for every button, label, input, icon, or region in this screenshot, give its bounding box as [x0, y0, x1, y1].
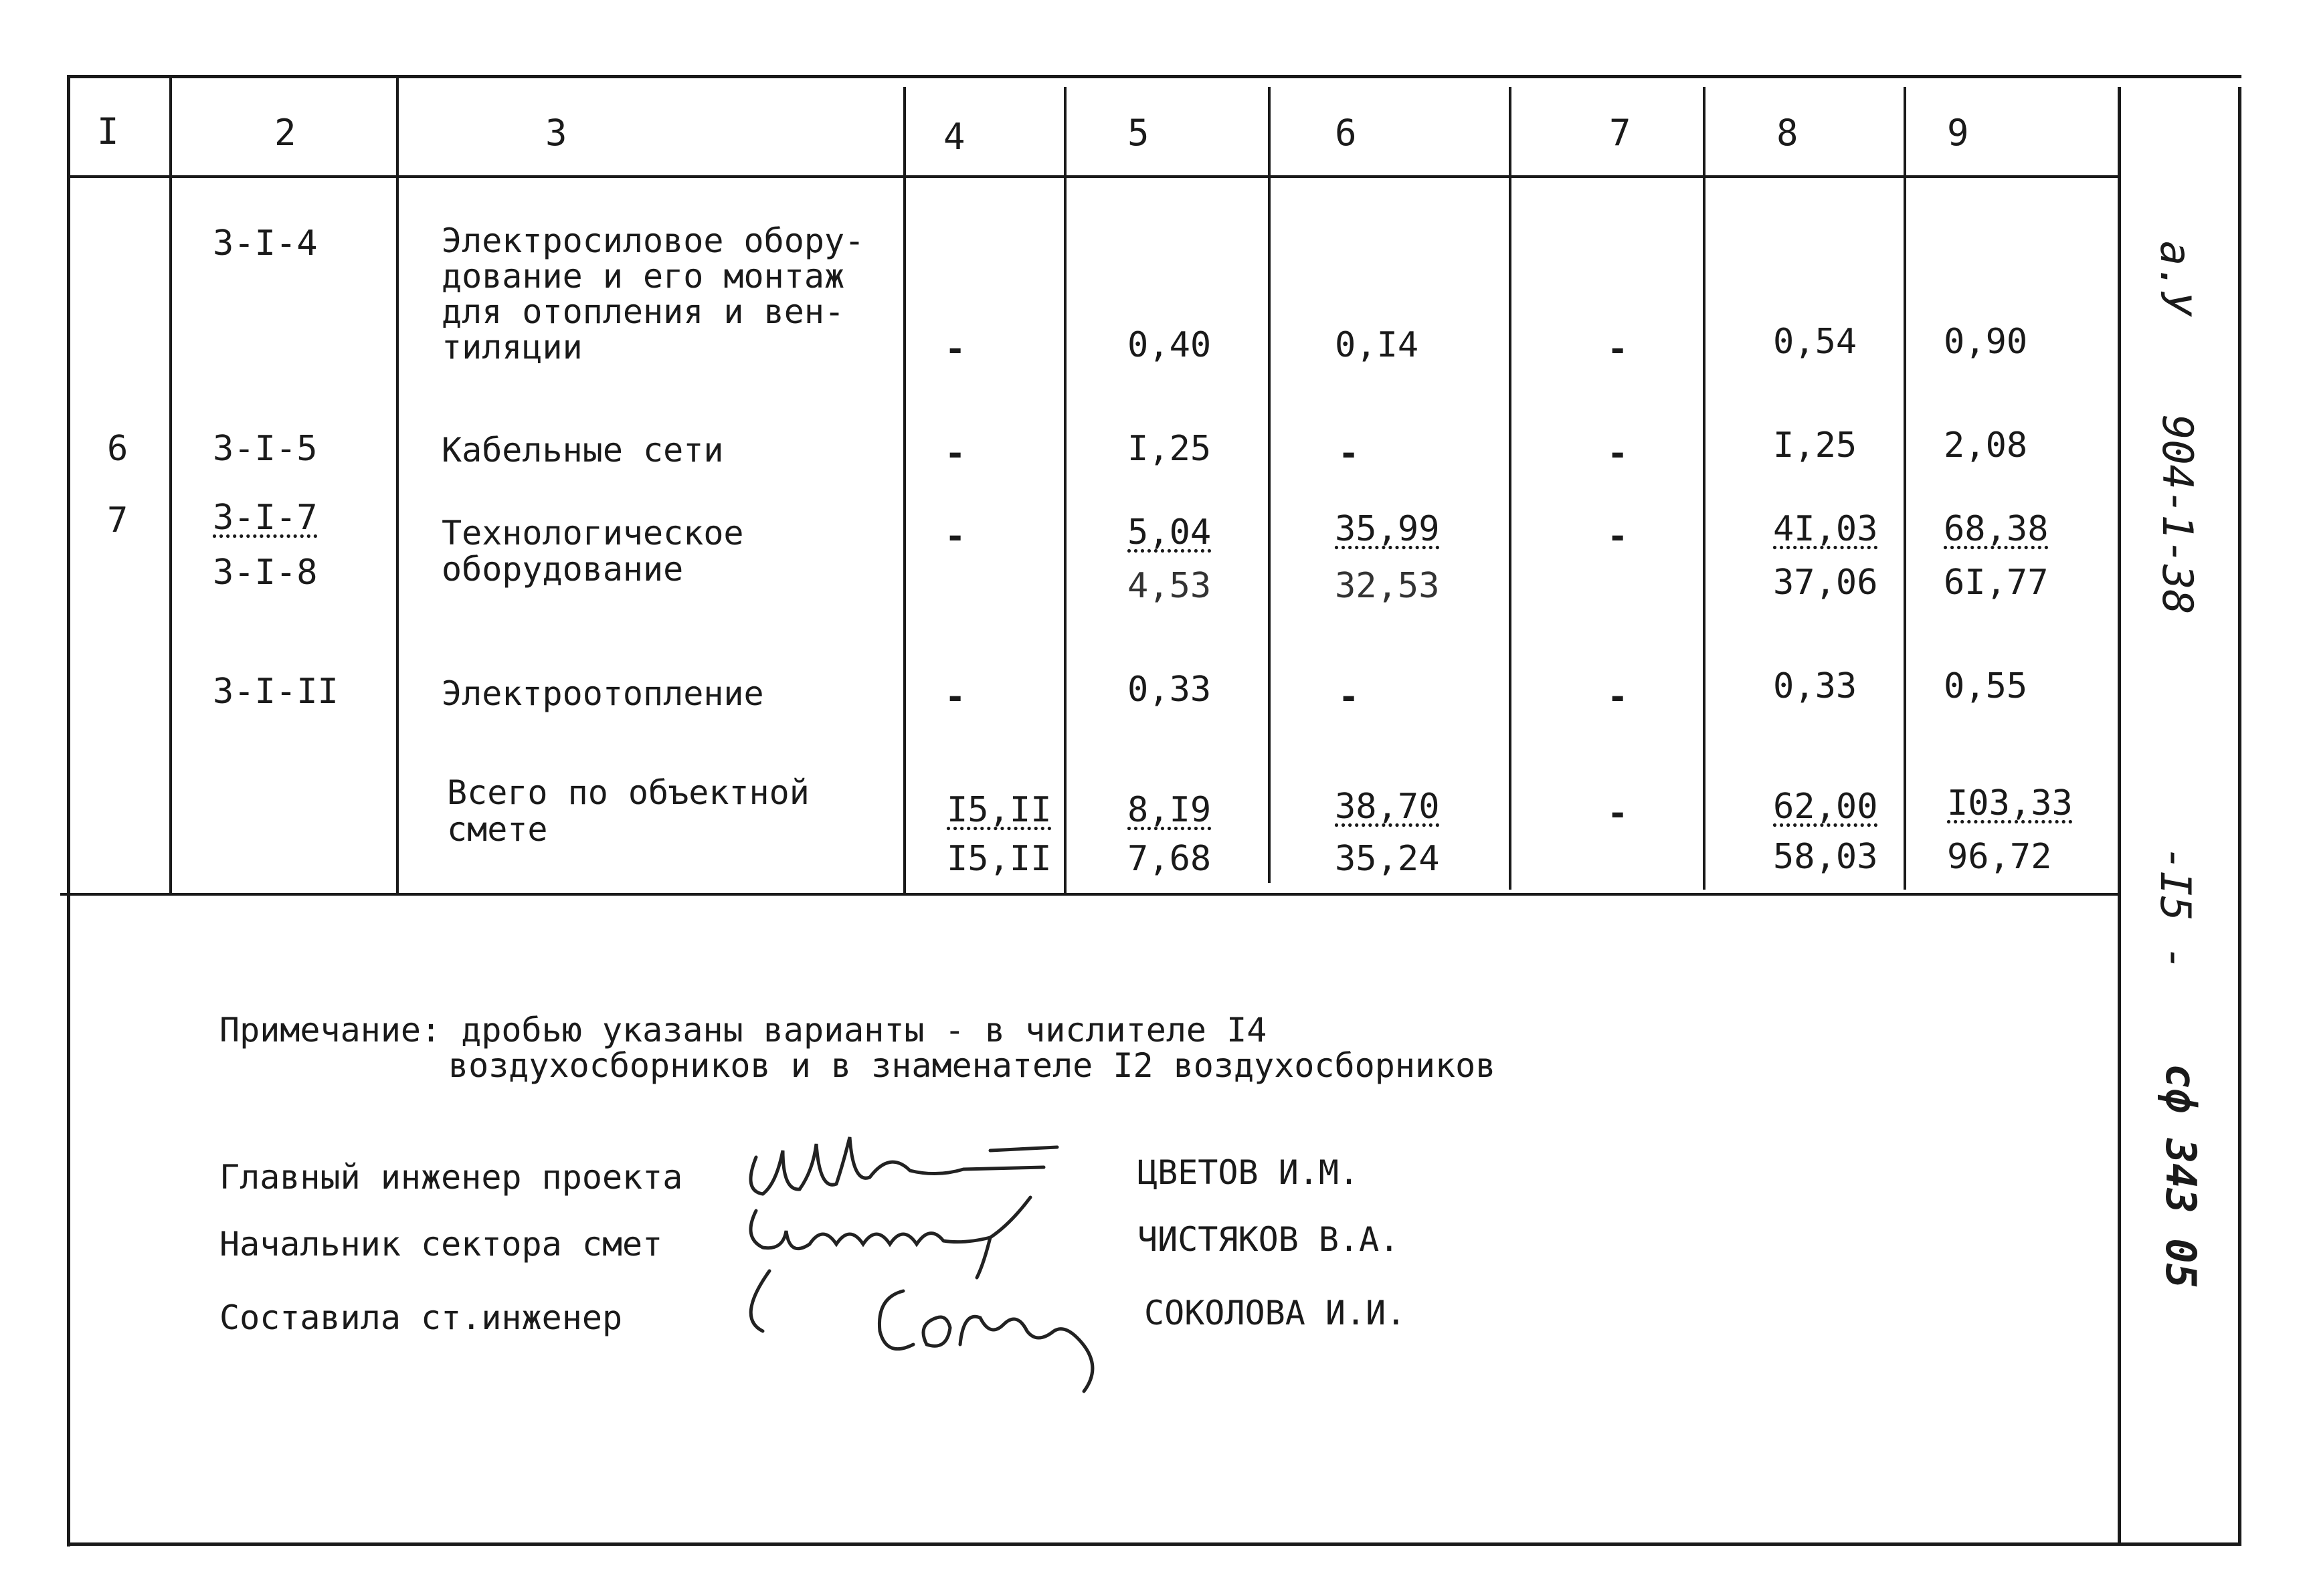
table-bottom-divider	[60, 893, 2121, 896]
col-sep-8	[1904, 87, 1906, 890]
frame-bottom	[67, 1542, 2241, 1546]
row-1-desc-line-4: тиляции	[442, 328, 583, 367]
row-1-col-9: 0,90	[1944, 322, 2028, 362]
header-col-3: 3	[545, 112, 567, 154]
total-col-4-denominator: I5,II	[947, 839, 1052, 879]
row-4-desc: Электроотопление	[442, 674, 764, 713]
total-col-6-denominator: 35,24	[1335, 839, 1440, 879]
header-col-6: 6	[1335, 112, 1357, 154]
signature-role-chief-engineer: Главный инженер проекта	[219, 1158, 683, 1197]
row-1-col-8: 0,54	[1773, 322, 1857, 362]
note-line-2: воздухосборников и в знаменателе I2 воздухосборников	[448, 1046, 1496, 1085]
total-col-6-numerator: 38,70	[1335, 787, 1440, 827]
row-1-desc-line-3: для отопления и вен-	[442, 292, 845, 331]
row-2-col-5: I,25	[1127, 429, 1212, 469]
row-1-desc-line-1: Электросиловое обору-	[442, 221, 865, 260]
row-3-code-denominator: 3-I-8	[213, 553, 318, 593]
row-3-number: 7	[107, 500, 128, 540]
col-sep-6	[1509, 87, 1511, 890]
signature-name-sector-head: ЧИСТЯКОВ В.А.	[1137, 1220, 1400, 1259]
row-1-desc-line-2: дование и его монтаж	[442, 257, 845, 296]
header-col-8: 8	[1776, 112, 1798, 154]
row-1-col-7: -	[1607, 329, 1629, 369]
row-2-col-6: -	[1338, 433, 1360, 474]
total-desc-line-2: смете	[447, 810, 548, 849]
row-4-col-5: 0,33	[1127, 670, 1212, 710]
frame-right-outer	[2238, 87, 2241, 1545]
row-2-desc: Кабельные сети	[442, 431, 724, 470]
col-sep-2	[396, 77, 399, 894]
side-document-code: сф 343 05	[2156, 1064, 2205, 1288]
note-line-1: Примечание: дробью указаны варианты - в числителе I4	[219, 1011, 1267, 1050]
row-2-col-8: I,25	[1773, 425, 1857, 466]
header-col-2: 2	[274, 112, 296, 154]
signature-name-engineer: СОКОЛОВА И.И.	[1144, 1294, 1406, 1332]
row-2-code: 3-I-5	[213, 429, 318, 469]
side-album-code: а.У	[2151, 241, 2200, 316]
col-sep-4	[1064, 87, 1067, 894]
row-1-col-4: -	[945, 329, 966, 369]
frame-top	[67, 75, 2241, 78]
row-3-col-5-numerator: 5,04	[1127, 512, 1212, 553]
col-sep-7	[1703, 87, 1705, 890]
row-1-col-6: 0,I4	[1335, 325, 1419, 365]
total-col-7: -	[1607, 793, 1629, 833]
row-3-desc-line-2: оборудование	[442, 550, 684, 589]
row-4-code: 3-I-II	[213, 672, 339, 712]
col-sep-5	[1268, 87, 1271, 883]
row-3-code-numerator: 3-I-7	[213, 498, 318, 538]
handwritten-signature-3	[863, 1271, 1144, 1405]
row-4-col-6: -	[1338, 677, 1360, 717]
header-col-1: I	[97, 110, 119, 153]
signature-role-sector-head: Начальник сектора смет	[219, 1225, 663, 1264]
total-col-5-denominator: 7,68	[1127, 839, 1212, 879]
row-3-col-9-denominator: 6I,77	[1944, 563, 2049, 603]
header-divider	[67, 175, 2121, 178]
row-3-col-6-numerator: 35,99	[1335, 509, 1440, 549]
total-col-4-numerator: I5,II	[947, 790, 1052, 830]
side-project-number: 904-1-38	[2153, 415, 2202, 615]
frame-left	[67, 75, 70, 1547]
row-1-col-5: 0,40	[1127, 325, 1212, 365]
col-sep-3	[903, 87, 906, 894]
row-3-col-9-numerator: 68,38	[1944, 509, 2049, 549]
row-3-col-4: -	[945, 516, 966, 557]
row-2-number: 6	[107, 429, 128, 469]
row-3-desc-line-1: Технологическое	[442, 514, 744, 553]
header-col-9: 9	[1947, 112, 1969, 154]
signature-role-engineer: Составила ст.инженер	[219, 1298, 623, 1337]
row-2-col-9: 2,08	[1944, 425, 2028, 466]
row-3-col-7: -	[1607, 516, 1629, 557]
col-sep-1	[169, 77, 172, 894]
side-page-number: -I5 -	[2151, 846, 2200, 971]
row-3-col-8-denominator: 37,06	[1773, 563, 1878, 603]
row-2-col-4: -	[945, 433, 966, 474]
total-col-9-numerator: I03,33	[1947, 783, 2073, 823]
row-4-col-4: -	[945, 677, 966, 717]
total-col-8-denominator: 58,03	[1773, 837, 1878, 877]
row-4-col-7: -	[1607, 677, 1629, 717]
total-col-9-denominator: 96,72	[1947, 837, 2052, 877]
row-4-col-9: 0,55	[1944, 666, 2028, 706]
header-col-4: 4	[943, 116, 965, 158]
header-col-7: 7	[1609, 112, 1631, 154]
row-3-col-6-denominator: 32,53	[1335, 566, 1440, 606]
header-col-5: 5	[1127, 112, 1149, 154]
row-4-col-8: 0,33	[1773, 666, 1857, 706]
total-col-8-numerator: 62,00	[1773, 787, 1878, 827]
row-3-col-8-numerator: 4I,03	[1773, 509, 1878, 549]
row-1-code: 3-I-4	[213, 223, 318, 264]
row-3-col-5-denominator: 4,53	[1127, 566, 1212, 606]
signature-name-chief-engineer: ЦВЕТОВ И.М.	[1137, 1153, 1360, 1192]
row-2-col-7: -	[1607, 433, 1629, 474]
total-col-5-numerator: 8,I9	[1127, 790, 1212, 830]
frame-right-stamp-inner	[2118, 87, 2121, 1545]
total-desc-line-1: Всего по объектной	[447, 773, 810, 812]
